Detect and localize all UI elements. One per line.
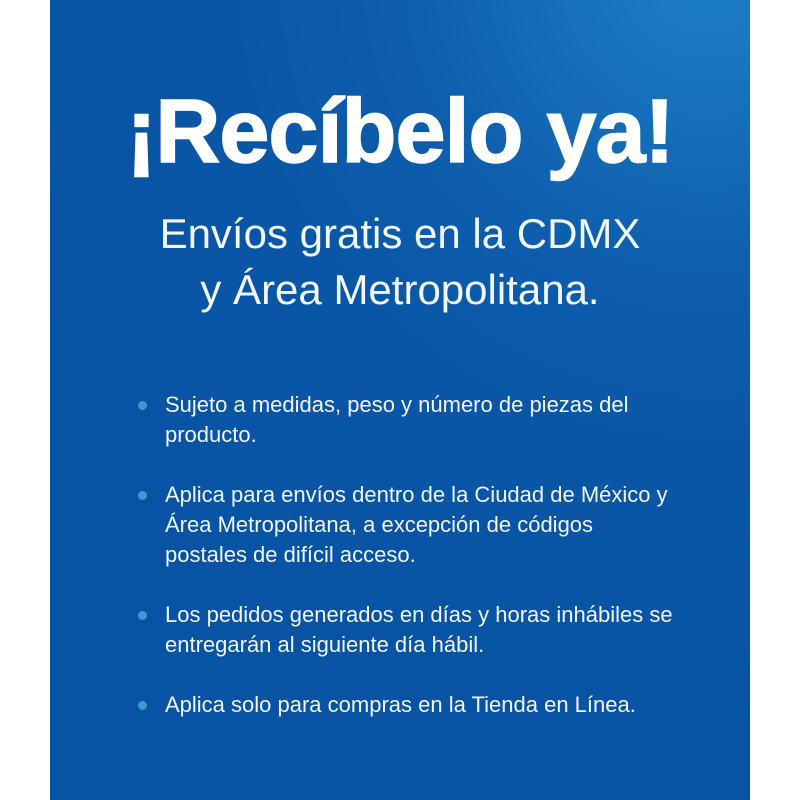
conditions-list (50, 390, 750, 720)
subtitle-line-1: Envíos gratis en la CDMX (159, 210, 641, 257)
bullet-dot-icon (138, 701, 147, 710)
subtitle-line-2: y Área Metropolitana. (200, 266, 600, 313)
list-item (138, 600, 750, 660)
promo-banner (50, 0, 750, 800)
list-item-text: Los pedidos generados en días y horas inhábiles se entregarán al siguiente día hábil. (165, 602, 673, 657)
list-item (138, 480, 750, 570)
banner-title: ¡Recíbelo ya! (126, 82, 674, 182)
list-item (138, 390, 750, 450)
list-item-text: Aplica para envíos dentro de la Ciudad de México y Área Metropolitana, a excepción de códigos postales de difícil acceso. (165, 482, 668, 567)
banner-subtitle (50, 206, 750, 318)
list-item-text: Aplica solo para compras en la Tienda en Línea. (165, 692, 636, 717)
list-item-text: Sujeto a medidas, peso y número de piezas del producto. (165, 392, 629, 447)
bullet-dot-icon (138, 491, 147, 500)
bullet-dot-icon (138, 611, 147, 620)
bullet-dot-icon (138, 401, 147, 410)
list-item (138, 690, 750, 720)
